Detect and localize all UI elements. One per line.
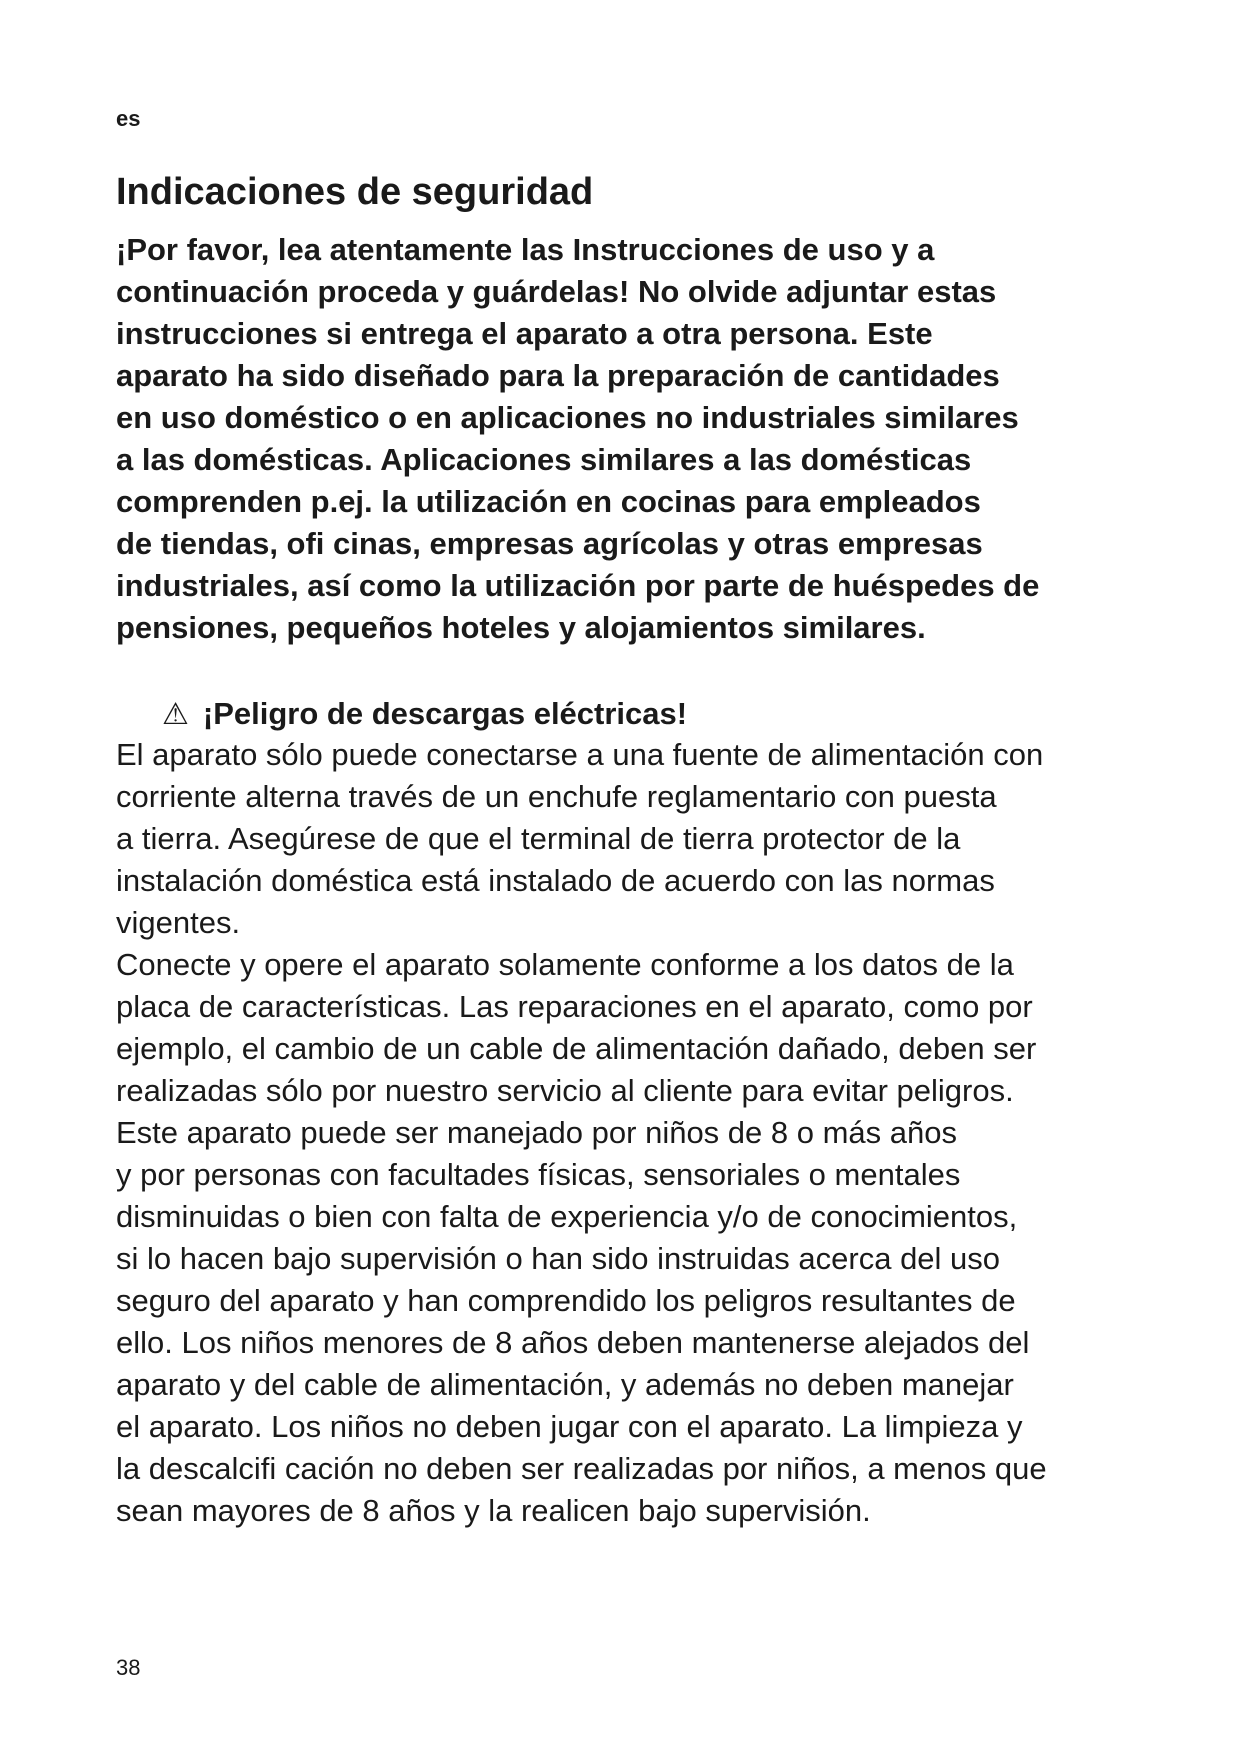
body-line: disminuidas o bien con falta de experiencia y/o de conocimientos, <box>116 1199 1018 1234</box>
body-line: y por personas con facultades físicas, sensoriales o mentales <box>116 1157 961 1192</box>
body-line: realizadas sólo por nuestro servicio al cliente para evitar peligros. <box>116 1073 1014 1108</box>
language-tag: es <box>116 106 141 131</box>
safety-body-text <box>116 734 1136 1532</box>
intro-line: instrucciones si entrega el aparato a otra persona. Este <box>116 316 933 351</box>
intro-line: industriales, así como la utilización por parte de huéspedes de <box>116 568 1040 603</box>
body-line: El aparato sólo puede conectarse a una fuente de alimentación con <box>116 737 1044 772</box>
warning-heading-text: ¡Peligro de descargas eléctricas! <box>202 696 688 731</box>
intro-line: comprenden p.ej. la utilización en cocinas para empleados <box>116 484 981 519</box>
body-line: sean mayores de 8 años y la realicen bajo supervisión. <box>116 1493 871 1528</box>
page-number: 38 <box>116 1655 141 1680</box>
body-line: Conecte y opere el aparato solamente conforme a los datos de la <box>116 947 1014 982</box>
body-line: seguro del aparato y han comprendido los peligros resultantes de <box>116 1283 1016 1318</box>
warning-heading <box>162 694 687 735</box>
intro-line: a las domésticas. Aplicaciones similares a las domésticas <box>116 442 972 477</box>
body-line: ello. Los niños menores de 8 años deben mantenerse alejados del <box>116 1325 1030 1360</box>
intro-line: aparato ha sido diseñado para la preparación de cantidades <box>116 358 1000 393</box>
body-line: la descalcifi cación no deben ser realizadas por niños, a menos que <box>116 1451 1047 1486</box>
intro-line: en uso doméstico o en aplicaciones no industriales similares <box>116 400 1019 435</box>
body-line: aparato y del cable de alimentación, y además no deben manejar <box>116 1367 1014 1402</box>
intro-line: ¡Por favor, lea atentamente las Instrucciones de uso y a <box>116 232 935 267</box>
body-line: el aparato. Los niños no deben jugar con el aparato. La limpieza y <box>116 1409 1023 1444</box>
body-line: corriente alterna través de un enchufe reglamentario con puesta <box>116 779 997 814</box>
body-line: a tierra. Asegúrese de que el terminal de tierra protector de la <box>116 821 961 856</box>
body-line: si lo hacen bajo supervisión o han sido instruidas acerca del uso <box>116 1241 1001 1276</box>
intro-line: continuación proceda y guárdelas! No olvide adjuntar estas <box>116 274 997 309</box>
body-line: ejemplo, el cambio de un cable de alimentación dañado, deben ser <box>116 1031 1037 1066</box>
warning-triangle-icon: ⚠ <box>162 697 189 732</box>
intro-paragraph <box>116 229 1136 649</box>
page-title: Indicaciones de seguridad <box>116 171 594 213</box>
intro-line: pensiones, pequeños hoteles y alojamientos similares. <box>116 610 926 645</box>
body-line: vigentes. <box>116 905 241 940</box>
body-line: placa de características. Las reparaciones en el aparato, como por <box>116 989 1033 1024</box>
body-line: instalación doméstica está instalado de acuerdo con las normas <box>116 863 995 898</box>
body-line: Este aparato puede ser manejado por niños de 8 o más años <box>116 1115 957 1150</box>
intro-line: de tiendas, ofi cinas, empresas agrícolas y otras empresas <box>116 526 983 561</box>
